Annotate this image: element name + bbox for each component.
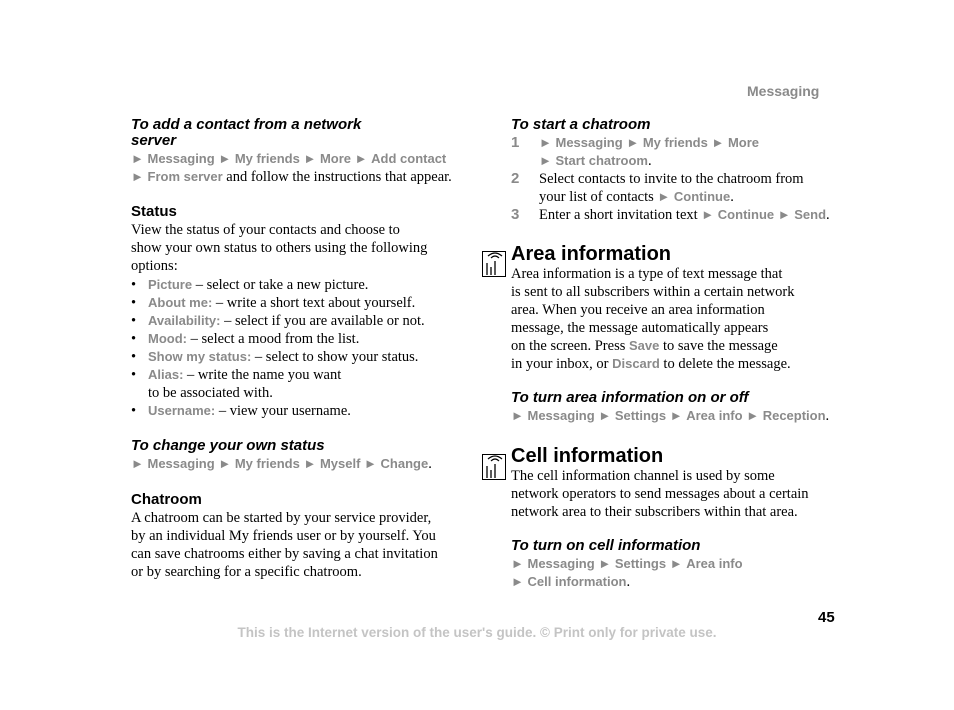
step-2-continuation: your list of contacts ► Continue. bbox=[539, 189, 734, 205]
step-2: 2 Select contacts to invite to the chatroom from bbox=[511, 170, 804, 187]
list-item: • Show my status: – select to show your status. bbox=[131, 349, 419, 365]
turn-cell-path-1: ► Messaging ► Settings ► Area info bbox=[511, 556, 743, 571]
status-heading: Status bbox=[131, 203, 177, 220]
list-item: • Availability: – select if you are available or not. bbox=[131, 313, 425, 329]
turn-area-path: ► Messaging ► Settings ► Area info ► Reception. bbox=[511, 408, 830, 424]
step-1: 1 ► Messaging ► My friends ► More bbox=[511, 134, 760, 151]
add-contact-path-1: ► Messaging ► My friends ► More ► Add contact bbox=[131, 151, 447, 166]
area-information-heading: Area information bbox=[511, 243, 672, 265]
list-item-continuation: to be associated with. bbox=[148, 385, 273, 401]
turn-cell-heading: To turn on cell information bbox=[511, 537, 701, 554]
running-header: Messaging bbox=[747, 83, 820, 99]
network-service-icon bbox=[482, 251, 506, 277]
list-item: • Mood: – select a mood from the list. bbox=[131, 331, 360, 347]
step-3: 3 Enter a short invitation text ► Continue ► Send. bbox=[511, 206, 830, 223]
right-column bbox=[511, 117, 851, 591]
chatroom-paragraph: A chatroom can be started by your service provider, by an individual My friends user or by yourself. You can save chatrooms either by saving a chat invitation or by searching for a specific chatroom. bbox=[131, 510, 438, 580]
left-column bbox=[131, 117, 471, 581]
list-item: • Alias: – write the name you want bbox=[131, 367, 342, 383]
add-contact-heading: To add a contact from a network server bbox=[131, 116, 362, 149]
network-service-icon bbox=[482, 454, 506, 480]
page-number: 45 bbox=[818, 609, 835, 626]
list-item: • About me: – write a short text about yourself. bbox=[131, 295, 416, 311]
change-status-heading: To change your own status bbox=[131, 437, 325, 454]
cell-information-heading: Cell information bbox=[511, 445, 664, 467]
turn-cell-path-2: ► Cell information. bbox=[511, 574, 631, 590]
status-options-list bbox=[131, 276, 471, 420]
step-1-continuation: ► Start chatroom. bbox=[539, 153, 652, 169]
list-item: • Picture – select or take a new picture. bbox=[131, 277, 369, 293]
start-chatroom-heading: To start a chatroom bbox=[511, 116, 651, 133]
chatroom-heading: Chatroom bbox=[131, 491, 202, 508]
change-status-path: ► Messaging ► My friends ► Myself ► Change. bbox=[131, 456, 432, 472]
cell-information-paragraph: The cell information channel is used by some network operators to send messages about a certain network area to their subscribers within that area. bbox=[511, 468, 809, 520]
turn-area-heading: To turn area information on or off bbox=[511, 389, 749, 406]
area-information-paragraph: Area information is a type of text message that is sent to all subscribers within a certain network area. When you receive an area information message, the message automatically appears on the screen. Press Save to save the message in your inbox, or Discard to delete the message. bbox=[511, 266, 795, 372]
start-chatroom-steps bbox=[511, 134, 851, 224]
status-intro: View the status of your contacts and choose to show your own status to others using the following options: bbox=[131, 222, 428, 274]
footer-notice: This is the Internet version of the user's guide. © Print only for private use. bbox=[237, 625, 717, 640]
add-contact-path-2: ► From server and follow the instructions that appear. bbox=[131, 169, 452, 185]
list-item: • Username: – view your username. bbox=[131, 403, 351, 419]
